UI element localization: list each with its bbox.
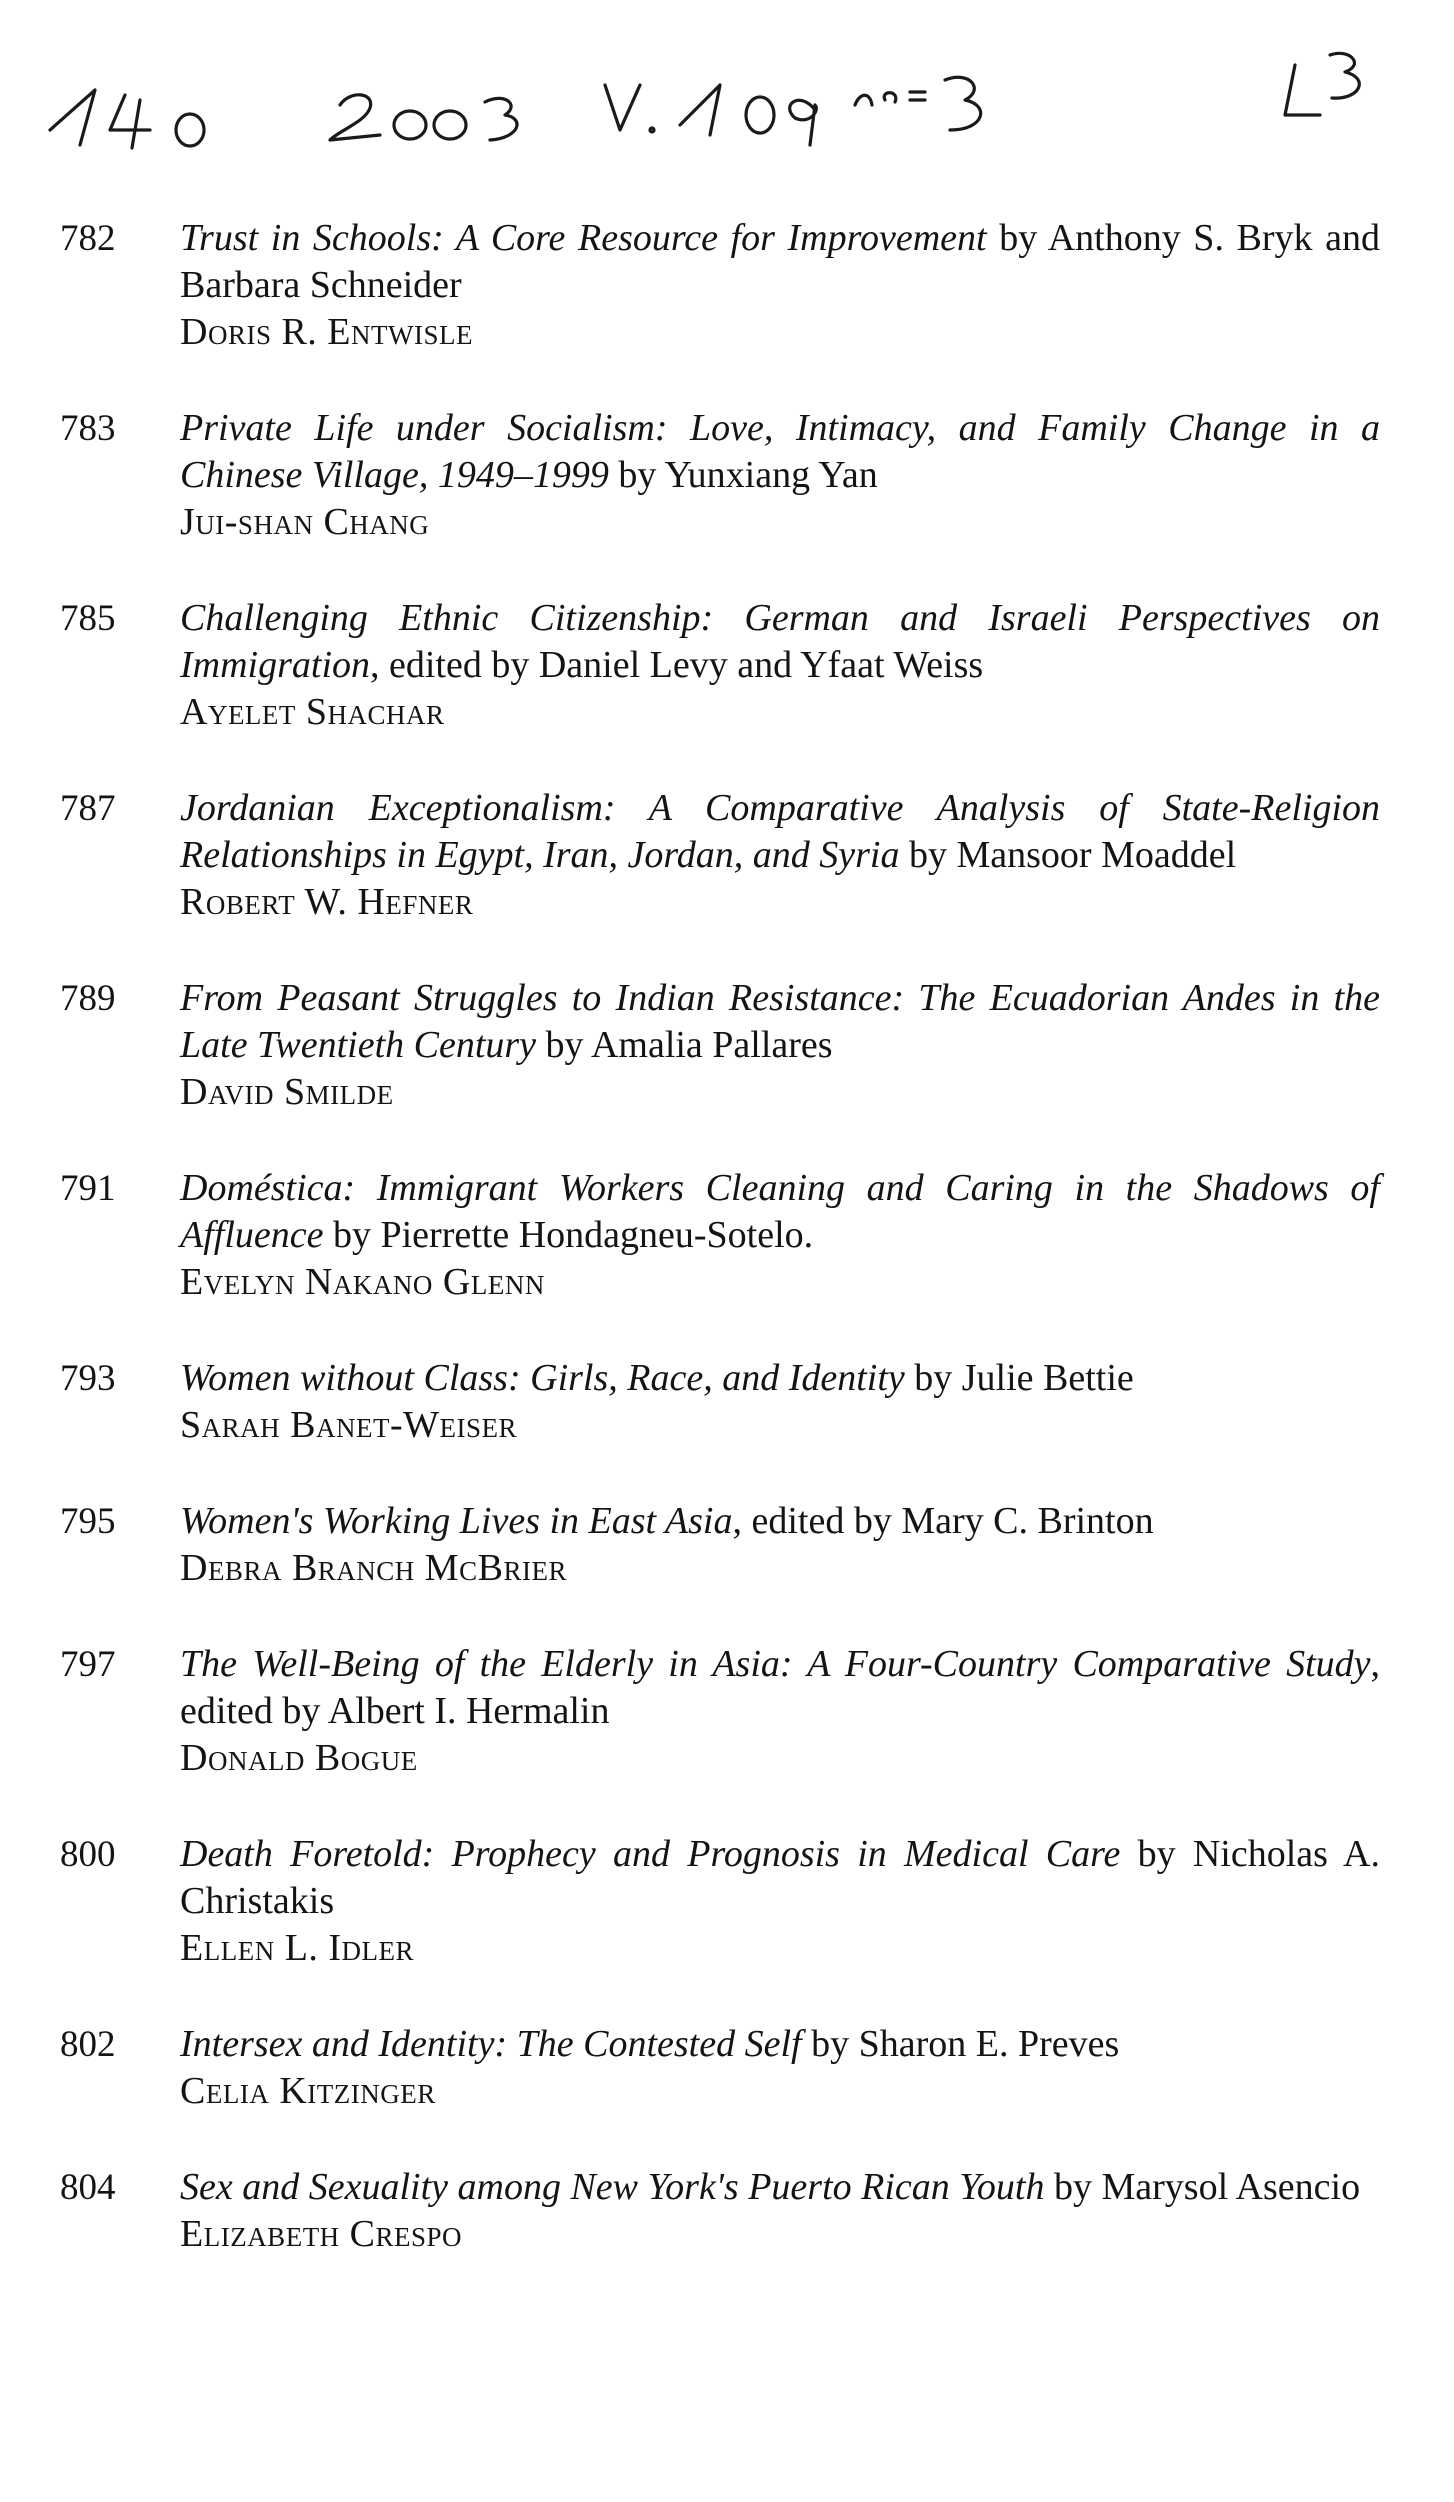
review-listing [60, 215, 1380, 2258]
book-title: Women without Class: Girls, Race, and Identity [180, 1357, 905, 1399]
reviewer-name: Ayelet Shachar [180, 691, 445, 733]
list-item [60, 975, 1380, 1116]
entry-page-number: 797 [60, 1644, 116, 1685]
entry-page-number: 804 [60, 2167, 116, 2208]
entry-citation [180, 1498, 1380, 1592]
list-item [60, 1498, 1380, 1592]
book-byline: , edited by Albert I. Hermalin [180, 1643, 1380, 1732]
book-byline: by Marysol Asencio [1044, 2166, 1361, 2208]
book-title: Private Life under Socialism: Love, Intimacy, and Family Change in a Chinese Village, 1949–1999 [180, 407, 1380, 496]
entry-page-number: 800 [60, 1834, 116, 1875]
list-item [60, 405, 1380, 546]
book-title: Women's Working Lives in East Asia [180, 1500, 733, 1542]
book-citation [180, 1355, 1380, 1402]
list-item [60, 1641, 1380, 1782]
entry-citation [180, 1641, 1380, 1782]
reviewer-name: Donald Bogue [180, 1737, 418, 1779]
entry-page-number: 782 [60, 218, 116, 259]
entry-page-number: 802 [60, 2024, 116, 2065]
list-item [60, 2021, 1380, 2115]
reviewer-name: Elizabeth Crespo [180, 2213, 463, 2255]
book-byline: by Yunxiang Yan [608, 454, 878, 496]
reviewer-name: Sarah Banet-Weiser [180, 1404, 517, 1446]
entry-citation [180, 595, 1380, 736]
book-title: Intersex and Identity: The Contested Self [180, 2023, 802, 2065]
book-citation [180, 215, 1380, 309]
entry-citation [180, 785, 1380, 926]
entry-citation [180, 1165, 1380, 1306]
book-byline: by Anthony S. Bryk and Barbara Schneider [180, 217, 1381, 306]
handwriting-icon [40, 30, 1440, 170]
reviewer-name: Doris R. Entwisle [180, 311, 473, 353]
book-citation [180, 975, 1380, 1069]
list-item [60, 595, 1380, 736]
list-item [60, 1831, 1380, 1972]
book-title: Doméstica: Immigrant Workers Cleaning and Caring in the Shadows of Affluence [180, 1167, 1380, 1256]
reviewer-name: Robert W. Hefner [180, 881, 474, 923]
book-citation [180, 1831, 1380, 1925]
reviewer-name: Debra Branch McBrier [180, 1547, 567, 1589]
reviewer-name: Evelyn Nakano Glenn [180, 1261, 545, 1303]
entry-page-number: 785 [60, 598, 116, 639]
book-title: Jordanian Exceptionalism: A Comparative Analysis of State-Religion Relationships in Egypt, Iran, Jordan, and Syria [180, 787, 1380, 876]
book-title: Trust in Schools: A Core Resource for Improvement [180, 217, 987, 259]
book-citation [180, 1498, 1380, 1545]
list-item [60, 1165, 1380, 1306]
entry-page-number: 793 [60, 1358, 116, 1399]
book-title: Sex and Sexuality among New York's Puerto Rican Youth [180, 2166, 1045, 2208]
list-item [60, 1355, 1380, 1449]
reviewer-name: Ellen L. Idler [180, 1927, 415, 1969]
entry-citation [180, 215, 1380, 356]
book-title: The Well-Being of the Elderly in Asia: A Four-Country Comparative Study [180, 1643, 1371, 1685]
list-item [60, 785, 1380, 926]
reviewer-name: Jui-shan Chang [180, 501, 430, 543]
book-citation [180, 595, 1380, 689]
entry-citation [180, 2021, 1380, 2115]
book-citation [180, 2164, 1380, 2211]
handwritten-call-number [40, 30, 1440, 170]
book-citation [180, 785, 1380, 879]
list-item [60, 2164, 1380, 2258]
book-byline: by Mansoor Moaddel [899, 834, 1237, 876]
book-byline: , edited by Mary C. Brinton [732, 1500, 1154, 1542]
book-byline: , edited by Daniel Levy and Yfaat Weiss [370, 644, 984, 686]
entry-page-number: 795 [60, 1501, 116, 1542]
book-citation [180, 1641, 1380, 1735]
book-citation [180, 1165, 1380, 1259]
entry-citation [180, 975, 1380, 1116]
book-byline: by Amalia Pallares [536, 1024, 833, 1066]
entry-page-number: 789 [60, 978, 116, 1019]
reviewer-name: Celia Kitzinger [180, 2070, 436, 2112]
entry-page-number: 787 [60, 788, 116, 829]
list-item [60, 215, 1380, 356]
book-byline: by Sharon E. Preves [801, 2023, 1120, 2065]
entry-page-number: 783 [60, 408, 116, 449]
book-byline: by Pierrette Hondagneu-Sotelo. [323, 1214, 814, 1256]
book-citation [180, 2021, 1380, 2068]
entry-citation [180, 405, 1380, 546]
book-citation [180, 405, 1380, 499]
entry-citation [180, 2164, 1380, 2258]
book-byline: by Julie Bettie [904, 1357, 1134, 1399]
book-title: Challenging Ethnic Citizenship: German and Israeli Perspectives on Immigration [180, 597, 1380, 686]
book-title: From Peasant Struggles to Indian Resistance: The Ecuadorian Andes in the Late Twentieth Century [180, 977, 1380, 1066]
book-byline: by Nicholas A. Christakis [180, 1833, 1380, 1922]
entry-citation [180, 1355, 1380, 1449]
entry-page-number: 791 [60, 1168, 116, 1209]
book-title: Death Foretold: Prophecy and Prognosis in Medical Care [180, 1833, 1121, 1875]
reviewer-name: David Smilde [180, 1071, 394, 1113]
entry-citation [180, 1831, 1380, 1972]
